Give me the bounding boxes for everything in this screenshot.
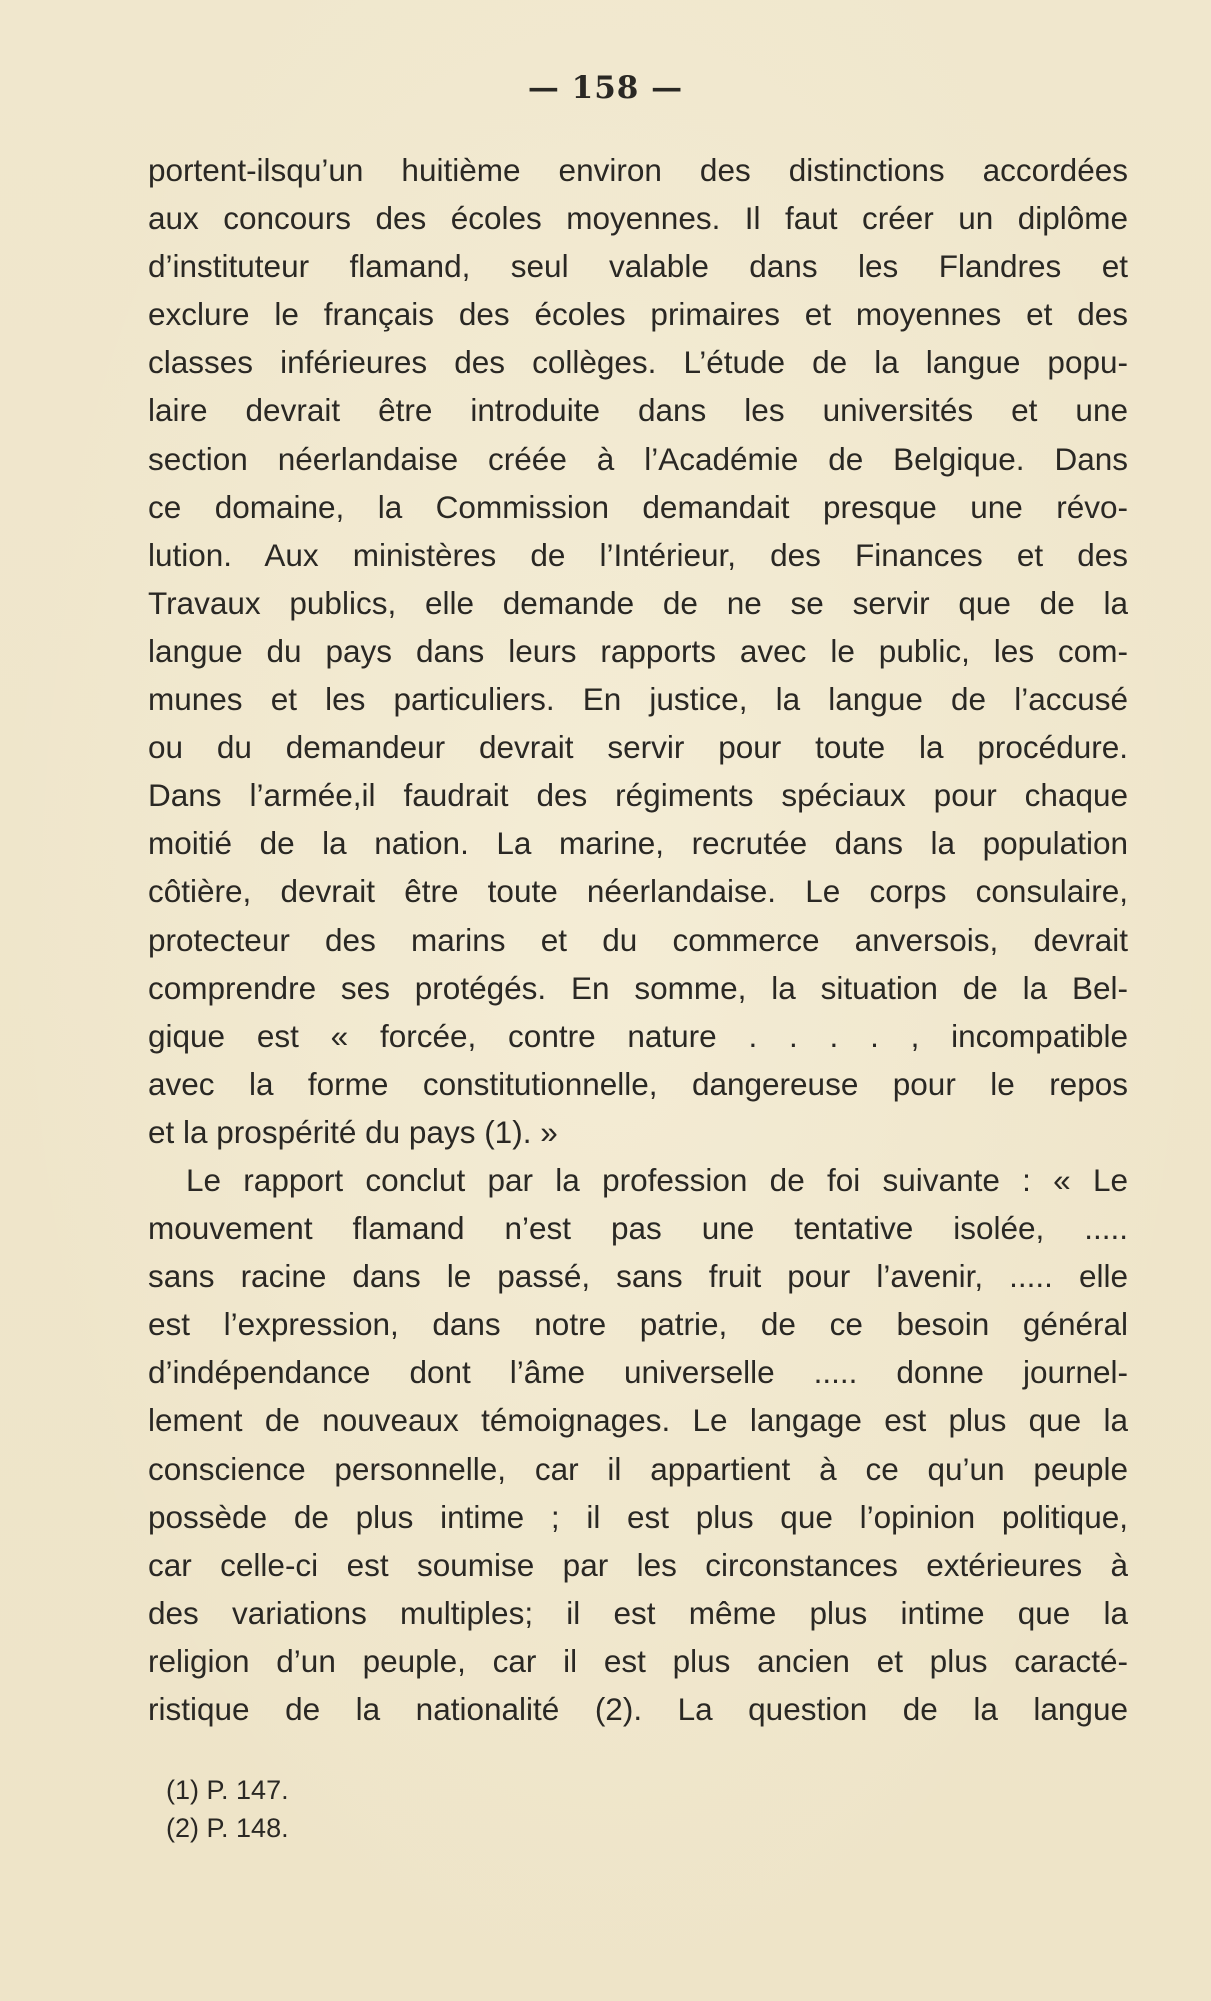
text-line: est l’expression, dans notre patrie, de ce besoin général <box>148 1306 1128 1343</box>
text-line: comprendre ses protégés. En somme, la situation de la Bel- <box>148 969 1128 1006</box>
text-line: côtière, devrait être toute néerlandaise. Le corps consulaire, <box>148 873 1128 910</box>
text-line: Travaux publics, elle demande de ne se servir que de la <box>148 584 1128 621</box>
text-line: possède de plus intime ; il est plus que l’opinion politique, <box>148 1498 1128 1535</box>
text-line: Dans l’armée,il faudrait des régiments spéciaux pour chaque <box>148 777 1128 814</box>
text-line: car celle-ci est soumise par les circonstances extérieures à <box>148 1546 1128 1583</box>
text-line: moitié de la nation. La marine, recrutée dans la population <box>148 825 1128 862</box>
text-line: ou du demandeur devrait servir pour toute la procédure. <box>148 729 1128 766</box>
text-line: aux concours des écoles moyennes. Il faut créer un diplôme <box>148 200 1128 237</box>
text-line: lution. Aux ministères de l’Intérieur, des Finances et des <box>148 536 1128 573</box>
text-line: des variations multiples; il est même plus intime que la <box>148 1594 1128 1631</box>
text-line: ristique de la nationalité (2). La question de la langue <box>148 1691 1128 1727</box>
page-number: — 158 — <box>527 70 684 106</box>
text-line: mouvement flamand n’est pas une tentative isolée, ..... <box>148 1210 1128 1247</box>
text-line: langue du pays dans leurs rapports avec le public, les com- <box>148 632 1128 669</box>
body-text <box>148 146 1128 1733</box>
text-line: lement de nouveaux témoignages. Le langage est plus que la <box>148 1402 1128 1439</box>
text-line: laire devrait être introduite dans les universités et une <box>148 392 1128 429</box>
text-line: gique est « forcée, contre nature . . . . , incompatible <box>148 1017 1128 1054</box>
footnotes <box>166 1771 289 1847</box>
paragraph-end-line: et la prospérité du pays (1). » <box>148 1113 558 1150</box>
text-line: religion d’un peuple, car il est plus ancien et plus caracté- <box>148 1642 1128 1679</box>
text-line: exclure le français des écoles primaires et moyennes et des <box>148 296 1128 333</box>
paragraph-start-line: Le rapport conclut par la profession de foi suivante : « Le <box>186 1161 1128 1198</box>
text-line: d’instituteur flamand, seul valable dans les Flandres et <box>148 248 1128 285</box>
text-line: section néerlandaise créée à l’Académie de Belgique. Dans <box>148 440 1128 477</box>
text-line: ce domaine, la Commission demandait presque une révo- <box>148 488 1128 525</box>
footnote-1: (1) P. 147. <box>166 1775 289 1805</box>
text-line: munes et les particuliers. En justice, la langue de l’accusé <box>148 681 1128 718</box>
text-line: avec la forme constitutionnelle, dangereuse pour le repos <box>148 1065 1128 1102</box>
text-line: sans racine dans le passé, sans fruit pour l’avenir, ..... elle <box>148 1258 1128 1295</box>
text-line: classes inférieures des collèges. L’étude de la langue popu- <box>148 344 1128 381</box>
text-line: protecteur des marins et du commerce anversois, devrait <box>148 921 1128 958</box>
text-line: portent-ilsqu’un huitième environ des distinctions accordées <box>148 152 1128 188</box>
footnote-2: (2) P. 148. <box>166 1813 289 1843</box>
text-line: d’indépendance dont l’âme universelle ..... donne journel- <box>148 1354 1128 1391</box>
text-line: conscience personnelle, car il appartient à ce qu’un peuple <box>148 1450 1128 1487</box>
